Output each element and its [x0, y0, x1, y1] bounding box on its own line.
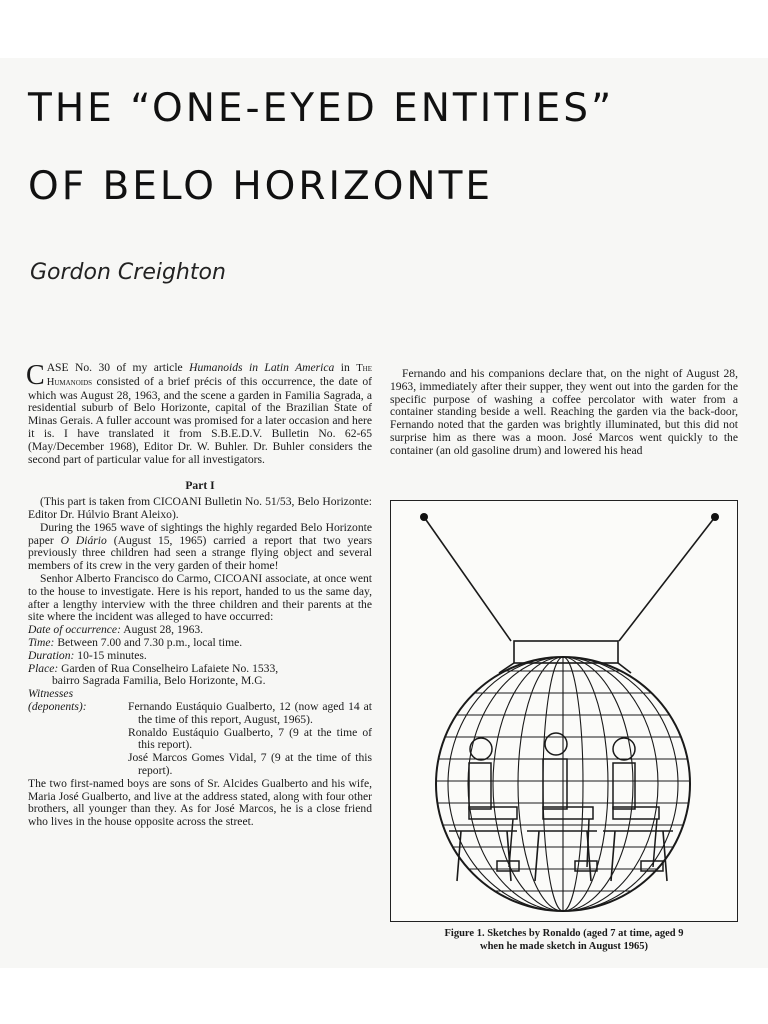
field-duration: Duration: 10-15 minutes. [28, 648, 147, 662]
left-antenna-tip [420, 513, 428, 521]
witnesses-list [28, 688, 372, 778]
witness-jose-marcos: José Marcos Gomes Vidal, 7 (9 at the time of this report). [128, 751, 372, 777]
newspaper-name: O Diário [60, 533, 107, 547]
witnesses-label: Witnesses [28, 687, 74, 701]
left-column [28, 362, 372, 829]
field-place: Place: Garden of Rua Conselheiro Lafaiete No. 1533, [28, 661, 279, 675]
page-margin-bottom [0, 968, 768, 1024]
investigator-paragraph: Senhor Alberto Francisco do Carmo, CICOANI associate, at once went to the house to investigate. Here is his report, handed to us the same day, after a lengthy interview with the three children and their parents at the site where the incident was alleged to have occurred: [28, 571, 372, 624]
caption-line-2: when he made sketch in August 1965) [479, 940, 649, 952]
newspaper-paragraph: During the 1965 wave of sightings the highly regarded Belo Horizonte paper O Diário (August 15, 1965) carried a report that two years previously three children had seen a strange flying object and several members of its crew in the very garden of their home! [28, 520, 372, 573]
field-place-continued: bairro Sagrada Familia, Belo Horizonte, M.G. [52, 674, 266, 688]
part-heading: Part I [185, 479, 215, 493]
top-hatch [514, 641, 618, 663]
page-margin-top [0, 0, 768, 58]
witness-ronaldo: Ronaldo Eustáquio Gualberto, 7 (9 at the time of this report). [128, 725, 372, 752]
left-antenna [424, 517, 511, 641]
source-paragraph: (This part is taken from CICOANI Bulletin No. 51/53, Belo Horizonte: Editor Dr. Húlvio Brant Aleixo). [28, 495, 372, 521]
seat-center [527, 831, 597, 881]
narrative-paragraph: Fernando and his companions declare that, on the night of August 28, 1963, immediately after their supper, they went out into the garden for the specific purpose of washing a coffee percolator with water from a container standing beside a well. Reaching the garden via the back-door, Fernando noted that the garden was brightly illuminated, but this did not surprise him as there was a moon. José Marcos went quickly to the container (an old gasoline drum) and lowered his head [390, 367, 738, 457]
caption-line-1: Figure 1. Sketches by Ronaldo (aged 7 at time, aged 9 [444, 928, 684, 939]
right-antenna [619, 517, 715, 641]
family-paragraph: The two first-named boys are sons of Sr. Alcides Gualberto and his wife, Maria José Gualberto, and live at the address stated, along with four other brothers, all younger than they. As for José Marcos, he is a close friend who lives in the house opposite across the street. [28, 776, 372, 829]
drop-cap: C [26, 360, 45, 391]
intro-paragraph: CASE No. 30 of my article Humanoids in Latin America in The Humanoids consisted of a brief précis of this occurrence, the date of which was August 28, 1963, and the scene a garden in Familia Sagrada, a residential suburb of Belo Horizonte, capital of the Brazilian State of Minas Gerais. A fuller account was promised for a later occasion and here it is. I have translated it from S.B.E.D.V. Bulletin No. 62-65 (May/December 1968), Editor Dr. W. Buhler. Dr. Buhler considers the second part of particular value for all investigators. [26, 360, 372, 466]
seat-right [603, 831, 673, 881]
book-reference: The Humanoids [46, 363, 372, 388]
author-byline: Gordon Creighton [30, 260, 226, 285]
sphere-craft-sketch [391, 501, 737, 921]
right-antenna-tip [711, 513, 719, 521]
article-title-line-1: THE “ONE-EYED ENTITIES” [28, 86, 615, 131]
figure-sketch [390, 500, 738, 922]
deponents-label: (deponents): [28, 699, 87, 713]
article-reference: Humanoids in Latin America [189, 361, 335, 374]
witness-fernando: Fernando Eustáquio Gualberto, 12 (now aged 14 at the time of this report, August, 1965). [128, 699, 372, 726]
article-title-line-2: OF BELO HORIZONTE [28, 164, 494, 209]
figure-caption [392, 928, 736, 953]
field-date: Date of occurrence: August 28, 1963. [28, 623, 204, 637]
right-column [390, 368, 738, 458]
field-time: Time: Between 7.00 and 7.30 p.m., local time. [28, 635, 243, 649]
